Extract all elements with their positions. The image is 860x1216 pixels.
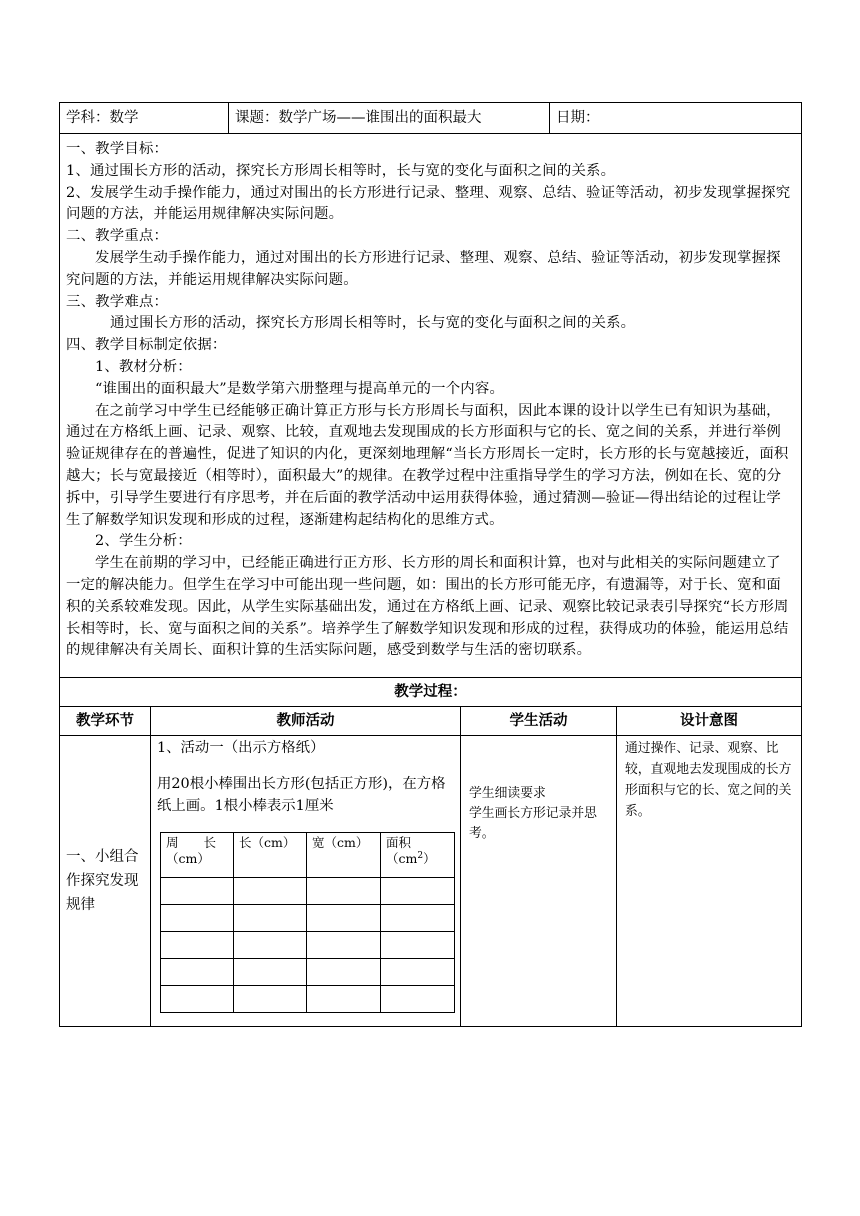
date-cell: 日期：: [550, 103, 802, 134]
record-cell[interactable]: [381, 931, 455, 958]
record-cell[interactable]: [234, 985, 307, 1012]
record-cell[interactable]: [234, 904, 307, 931]
column-student-header: 学生活动: [461, 707, 617, 736]
student-analysis-heading: 2、学生分析：: [95, 533, 192, 550]
record-cell[interactable]: [234, 958, 307, 985]
record-cell[interactable]: [161, 877, 234, 904]
record-cell[interactable]: [381, 958, 455, 985]
objectives-row: [60, 134, 802, 678]
record-cell[interactable]: [381, 877, 455, 904]
goals-heading: 一、教学目标：: [66, 141, 169, 157]
record-cell[interactable]: [307, 958, 381, 985]
record-header-area: [381, 832, 455, 877]
column-stage-header: 教学环节: [60, 707, 151, 736]
key-points-text: 发展学生动手操作能力，通过对围出的长方形进行记录、整理、观察、总结、验证等活动，初步发现掌握探究问题的方法，并能运用规律解决实际问题。: [66, 249, 781, 288]
textbook-analysis-p1: “谁围出的面积最大”是数学第六册整理与提高单元的一个内容。: [95, 380, 505, 397]
record-header-width: 宽（cm）: [307, 832, 381, 877]
teacher-activity-line-2: 用20根小棒围出长方形(包括正方形)，在方格纸上画。1根小棒表示1厘米: [157, 775, 446, 814]
record-cell[interactable]: [234, 931, 307, 958]
record-cell[interactable]: [161, 958, 234, 985]
record-cell[interactable]: [307, 985, 381, 1012]
record-table-header: [161, 832, 455, 877]
process-title: 教学过程：: [60, 678, 802, 707]
teacher-activity-line-1: 1、活动一（出示方格纸）: [157, 740, 325, 757]
header-row: [60, 103, 802, 134]
goal-1: 1、通过围长方形的活动，探究长方形周长相等时，长与宽的变化与面积之间的关系。: [66, 162, 616, 179]
student-analysis-text: 学生在前期的学习中，已经能正确进行正方形、长方形的周长和面积计算，也对与此相关的实际问题建立了一定的解决能力。但学生在学习中可能出现一些问题，如：围出的长方形可能无序，有遗漏等，对于长、宽和面积的关系较难发现。因此，从学生实际基础出发，通过在方格纸上画、记录、观察比较记录表引导探究“长方形周长相等时，长、宽与面积之间的关系”。培养学生了解数学知识发现和形成的过程，获得成功的体验，能运用总结的规律解决有关周长、面积计算的生活实际问题，感受到数学与生活的密切联系。: [66, 555, 789, 659]
record-table: [160, 832, 455, 1013]
record-cell[interactable]: [234, 877, 307, 904]
record-header-area-sup: 2: [417, 850, 424, 861]
record-cell[interactable]: [307, 877, 381, 904]
record-header-area-text: 面积（cm: [386, 834, 418, 866]
record-cell[interactable]: [161, 904, 234, 931]
record-cell[interactable]: [161, 931, 234, 958]
record-cell[interactable]: [381, 985, 455, 1012]
record-cell[interactable]: [161, 985, 234, 1012]
lesson-plan: [59, 102, 801, 1027]
record-table-row: [161, 904, 455, 931]
process-title-row: [60, 678, 802, 707]
process-row: [60, 736, 802, 1027]
basis-heading: 四、教学目标制定依据：: [66, 337, 227, 354]
textbook-analysis-p2: 在之前学习中学生已经能够正确计算正方形与长方形周长与面积，因此本课的设计以学生已有知识为基础，通过在方格纸上画、记录、观察、比较，直观地去发现围成的长方形面积与它的长、宽之间的关系，并进行举例验证规律存在的普遍性，促进了知识的内化，更深刻地理解“当长方形周长一定时，长方形的长与宽越接近，面积越大；长与宽最接近（相等时），面积最大”的规律。在教学过程中注重指导学生的学习方法，例如在长、宽的分拆中，引导学生要进行有序思考，并在后面的教学活动中运用获得体验，通过猜测—验证—得出结论的过程让学生了解数学知识发现和形成的过程，逐渐建构起结构化的思维方式。: [66, 402, 789, 528]
textbook-analysis-heading: 1、教材分析：: [95, 358, 192, 375]
record-table-row: [161, 985, 455, 1012]
process-header-row: [60, 707, 802, 736]
record-cell[interactable]: [307, 904, 381, 931]
record-table-row: [161, 958, 455, 985]
topic-cell: 课题：数学广场——谁围出的面积最大: [229, 103, 550, 134]
subject-cell: 学科：数学: [60, 103, 229, 134]
difficulty-text: 通过围长方形的活动，探究长方形周长相等时，长与宽的变化与面积之间的关系。: [110, 315, 636, 332]
student-activity-line-2: 学生画长方形记录并思考。: [469, 806, 597, 842]
objectives-cell: [60, 134, 802, 678]
record-table-row: [161, 877, 455, 904]
record-header-length: 长（cm）: [234, 832, 307, 877]
column-intent-header: 设计意图: [617, 707, 802, 736]
record-cell[interactable]: [381, 904, 455, 931]
column-teacher-header: 教师活动: [151, 707, 461, 736]
goal-2: 2、发展学生动手操作能力，通过对围出的长方形进行记录、整理、观察、总结、验证等活动，初步发现掌握探究问题的方法，并能运用规律解决实际问题。: [66, 184, 791, 223]
stage-cell: 一、小组合作探究发现规律: [60, 736, 151, 1027]
record-header-area-close: ）: [423, 850, 436, 866]
key-points-heading: 二、教学重点：: [66, 228, 169, 245]
record-header-perimeter: 周 长（cm）: [161, 832, 234, 877]
record-cell[interactable]: [307, 931, 381, 958]
difficulty-heading: 三、教学难点：: [66, 293, 169, 310]
design-intent-cell: 通过操作、记录、观察、比较，直观地去发现围成的长方形面积与它的长、宽之间的关系。: [617, 736, 802, 1027]
teacher-activity-cell: [151, 736, 461, 1027]
lesson-plan-table: [59, 102, 802, 1027]
student-activity-line-1: 学生细读要求: [469, 786, 546, 802]
student-activity-cell: [461, 736, 617, 1027]
record-table-row: [161, 931, 455, 958]
